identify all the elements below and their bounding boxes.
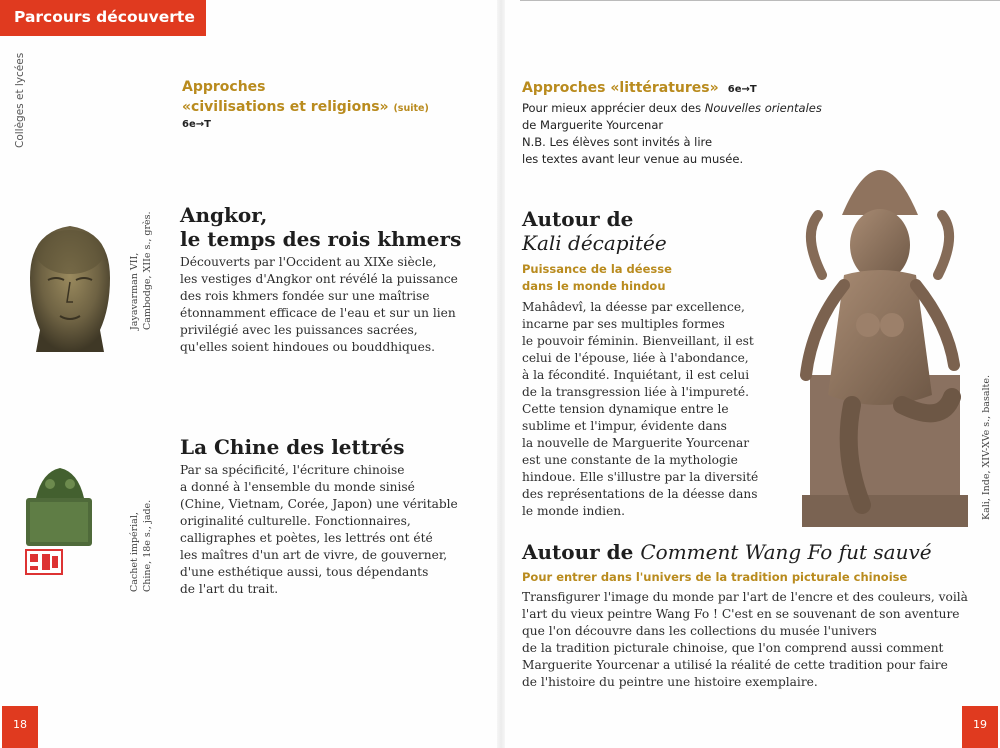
section-wang-fo bbox=[522, 540, 977, 691]
caption-line: Cambodge, XIIe s., grès. bbox=[142, 211, 153, 330]
header-title: Parcours découverte bbox=[14, 8, 195, 26]
title-line: le temps des rois khmers bbox=[180, 227, 462, 251]
approach-line2-text: «civilisations et religions» bbox=[182, 99, 389, 115]
chine-title: La Chine des lettrés bbox=[180, 435, 405, 459]
approach-line1: Approches bbox=[182, 79, 266, 95]
body-line: de la transgression liée à l'impureté. bbox=[522, 385, 749, 399]
level-tag: 6e→T bbox=[182, 119, 211, 130]
kali-caption: Kali, Inde, XIV-XVe s., basalte. bbox=[981, 375, 992, 520]
intro-line: de Marguerite Yourcenar bbox=[522, 118, 664, 132]
body-line: Mahâdevî, la déesse par excellence, bbox=[522, 300, 745, 314]
kali-statue-photo bbox=[782, 125, 978, 530]
body-line: Transfigurer l'image du monde par l'art de l'encre et des couleurs, voilà bbox=[522, 590, 968, 604]
body-line: de l'histoire du peintre une histoire exemplaire. bbox=[522, 675, 818, 689]
body-line: le pouvoir féminin. Bienveillant, il est bbox=[522, 334, 754, 348]
body-line: celui de l'épouse, liée à l'abondance, bbox=[522, 351, 749, 365]
chine-body bbox=[180, 462, 470, 598]
chine-caption bbox=[128, 500, 154, 592]
body-line: à la fécondité. Inquiétant, il est celui bbox=[522, 368, 750, 382]
body-line: la nouvelle de Marguerite Yourcenar bbox=[522, 436, 750, 450]
approach-line2 bbox=[182, 97, 482, 119]
title-line: Angkor, bbox=[180, 203, 268, 227]
kali-body bbox=[522, 299, 784, 520]
body-line: les vestiges d'Angkor ont révélé la puissance bbox=[180, 272, 458, 286]
intro-emphasis: Nouvelles orientales bbox=[704, 101, 822, 115]
body-line: Marguerite Yourcenar a utilisé la réalité de cette tradition pour faire bbox=[522, 658, 948, 672]
body-line: a donné à l'ensemble du monde sinisé bbox=[180, 480, 415, 494]
approach-civilisations bbox=[182, 77, 482, 130]
body-line: hindoue. Elle s'illustre par la diversité bbox=[522, 470, 759, 484]
kali-title bbox=[522, 207, 784, 255]
subtitle-line: Puissance de la déesse bbox=[522, 262, 672, 276]
body-line: incarne par ses multiples formes bbox=[522, 317, 725, 331]
body-line: de l'art du trait. bbox=[180, 582, 279, 596]
title-italic: Comment Wang Fo fut sauvé bbox=[640, 540, 932, 564]
body-line: originalité culturelle. Fonctionnaires, bbox=[180, 514, 411, 528]
body-line: le monde indien. bbox=[522, 504, 625, 518]
intro-line: les textes avant leur venue au musée. bbox=[522, 152, 744, 166]
angkor-body bbox=[180, 254, 465, 356]
caption-line: Jayavarman VII, bbox=[129, 252, 140, 330]
body-line: de la tradition picturale chinoise, que l'on comprend aussi comment bbox=[522, 641, 944, 655]
jade-seal-photo bbox=[20, 458, 100, 576]
level-tag-right: 6e→T bbox=[727, 84, 757, 95]
angkor-caption bbox=[128, 211, 154, 330]
subtitle-line: dans le monde hindou bbox=[522, 279, 666, 293]
body-line: que l'on découvre dans les collections du musée l'univers bbox=[522, 624, 877, 638]
angkor-title bbox=[180, 203, 465, 251]
title-line: Autour de bbox=[522, 207, 634, 231]
section-angkor bbox=[180, 203, 465, 356]
body-line: est une constante de la mythologie bbox=[522, 453, 738, 467]
title-line-italic: Kali décapitée bbox=[522, 231, 667, 255]
header-band bbox=[0, 0, 206, 36]
wang-subtitle: Pour entrer dans l'univers de la tradition picturale chinoise bbox=[522, 570, 908, 584]
body-line: Par sa spécificité, l'écriture chinoise bbox=[180, 463, 405, 477]
body-line: étonnamment efficace de l'eau et sur un lien bbox=[180, 306, 456, 320]
gutter bbox=[497, 0, 505, 748]
intro-line: Pour mieux apprécier deux des bbox=[522, 101, 705, 115]
body-line: des représentations de la déesse dans bbox=[522, 487, 758, 501]
caption-line: Cachet impérial, bbox=[129, 512, 140, 592]
body-line: privilégié avec les puissances sacrées, bbox=[180, 323, 418, 337]
wang-title bbox=[522, 540, 977, 564]
body-line: Cette tension dynamique entre le bbox=[522, 402, 729, 416]
body-line: qu'elles soient hindoues ou bouddhiques. bbox=[180, 340, 435, 354]
page-number-left: 18 bbox=[2, 706, 38, 748]
section-chine bbox=[180, 435, 470, 598]
body-line: des rois khmers fondée sur une maîtrise bbox=[180, 289, 430, 303]
side-label: Collèges et lycées bbox=[14, 52, 26, 148]
body-line: (Chine, Vietnam, Corée, Japon) une véritable bbox=[180, 497, 458, 511]
approach-label: Approches «littératures» bbox=[522, 80, 719, 96]
khmer-head-photo bbox=[22, 212, 118, 362]
kali-subtitle bbox=[522, 261, 784, 295]
body-line: les maîtres d'un art de vivre, de gouverner, bbox=[180, 548, 448, 562]
section-kali bbox=[522, 207, 784, 520]
page-number-right: 19 bbox=[962, 706, 998, 748]
wang-body bbox=[522, 589, 977, 691]
body-line: Découverts par l'Occident au XIXe siècle, bbox=[180, 255, 437, 269]
body-line: sublime et l'impur, évidente dans bbox=[522, 419, 727, 433]
body-line: l'art du vieux peintre Wang Fo ! C'est en se souvenant de son aventure bbox=[522, 607, 960, 621]
top-rule bbox=[520, 0, 1000, 1]
body-line: d'une esthétique aussi, tous dépendants bbox=[180, 565, 429, 579]
approach-suite: (suite) bbox=[393, 103, 429, 114]
body-line: calligraphes et poètes, les lettrés ont été bbox=[180, 531, 433, 545]
title-text: Autour de bbox=[522, 540, 641, 564]
intro-line: N.B. Les élèves sont invités à lire bbox=[522, 135, 713, 149]
caption-line: Chine, 18e s., jade. bbox=[142, 499, 153, 592]
